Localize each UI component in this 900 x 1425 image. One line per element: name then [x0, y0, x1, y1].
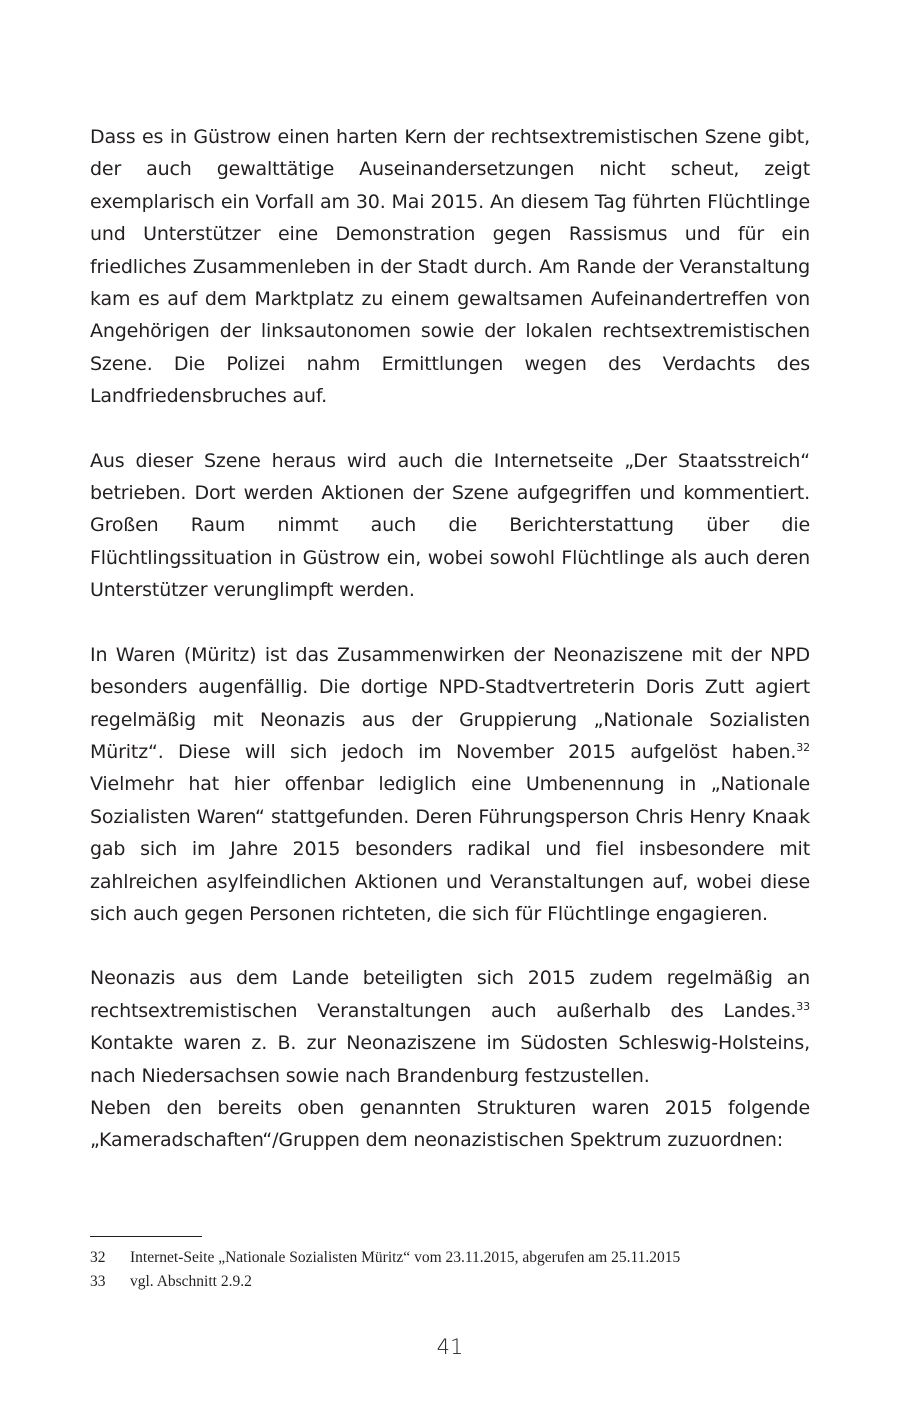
paragraph-staatsstreich: Aus dieser Szene heraus wird auch die Internetseite „Der Staatsstreich“ betrieben. Dort werden Aktionen der Szene aufgegriffen und kommentiert. Großen Raum nimmt auch die Berichterstattung über die Flüchtlingssituation in Güstrow ein, wobei sowohl Flüchtlinge als auch deren Unterstützer verunglimpft werden.	[90, 449, 810, 602]
page-number: 41	[436, 1335, 464, 1359]
footnote-text: Internet-Seite „Nationale Sozialisten Müritz“ vom 23.11.2015, abgerufen am 25.11.2015	[130, 1249, 681, 1266]
footnote-number: 32	[90, 1249, 106, 1266]
paragraph-text: Vielmehr hat hier offenbar lediglich eine Umbenennung in „Nationale Sozialisten Waren“ stattgefunden. Deren Führungsperson Chris Henry Knaak gab sich im Jahre 2015 besonders radikal und fiel insbesondere mit zahlreichen asylfeindlichen Aktionen und Veranstaltungen auf, wobei diese sich auch gegen Personen richteten, die sich für Flüchtlinge engagieren.	[90, 773, 810, 925]
footnotes	[90, 1246, 810, 1294]
paragraph-text: In Waren (Müritz) ist das Zusammenwirken der Neonaziszene mit der NPD besonders augenfällig. Die dortige NPD-Stadtvertreterin Doris Zutt agiert regelmäßig mit Neonazis aus der Gruppierung „Nationale Sozialisten Müritz“. Diese will sich jedoch im November 2015 aufgelöst haben.	[90, 643, 810, 763]
footnote-33	[90, 1270, 810, 1294]
footnote-ref-32[interactable]: 32	[796, 740, 810, 754]
paragraph-strukturen: Neben den bereits oben genannten Strukturen waren 2015 folgende „Kameradschaften“/Gruppen dem neonazistischen Spektrum zuzuordnen:	[90, 1096, 810, 1152]
body-text	[90, 121, 810, 1157]
paragraph-text: Neonazis aus dem Lande beteiligten sich 2015 zudem regelmäßig an rechtsextremistischen Veranstaltungen auch außerhalb des Landes.	[90, 967, 810, 1022]
footnote-number: 33	[90, 1273, 106, 1290]
paragraph-guestrow: Dass es in Güstrow einen harten Kern der rechtsextremistischen Szene gibt, der auch gewalttätige Auseinandersetzungen nicht scheut, zeigt exemplarisch ein Vorfall am 30. Mai 2015. An diesem Tag führten Flüchtlinge und Unterstützer eine Demonstration gegen Rassismus und für ein friedliches Zusammenleben in der Stadt durch. Am Rande der Veranstaltung kam es auf dem Marktplatz zu einem gewaltsamen Aufeinandertreffen von Angehörigen der linksautonomen sowie der lokalen rechtsextremistischen Szene. Die Polizei nahm Ermittlungen wegen des Verdachts des Landfriedensbruches auf.	[90, 126, 810, 408]
paragraph-neonazis	[90, 962, 810, 1092]
footnote-text: vgl. Abschnitt 2.9.2	[130, 1273, 252, 1290]
footnote-divider	[90, 1236, 202, 1237]
footnote-32	[90, 1246, 810, 1270]
footnote-ref-33[interactable]: 33	[796, 999, 810, 1013]
paragraph-waren	[90, 639, 810, 931]
paragraph-text: Kontakte waren z. B. zur Neonaziszene im Südosten Schleswig-Holsteins, nach Niedersachsen sowie nach Brandenburg festzustellen.	[90, 1032, 810, 1087]
